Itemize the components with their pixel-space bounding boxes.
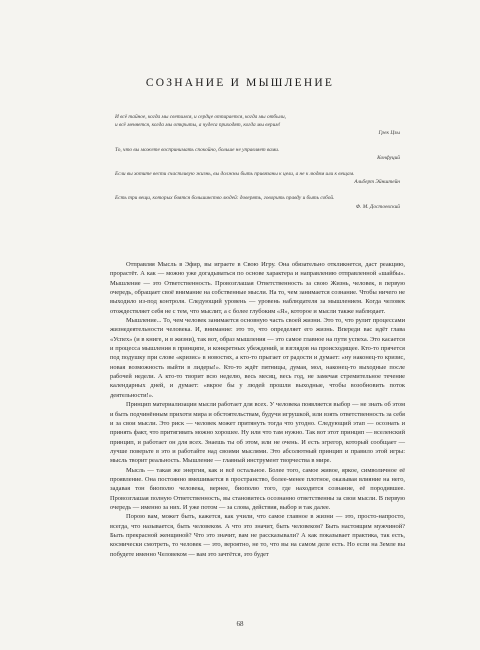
epigraph (115, 194, 400, 210)
body-text (110, 260, 405, 559)
epigraph (115, 146, 400, 162)
epigraph-line: То, что вы можете воспринимать спокойно, больше не управляет вами. (115, 146, 280, 153)
epigraph-line: и всё меняется, когда мы открыты, а чудеса приходят, когда мы верим! (115, 122, 281, 129)
chapter-title: СОЗНАНИЕ И МЫШЛЕНИЕ (145, 77, 335, 89)
epigraph-author: Ф. М. Достоевский (355, 203, 400, 210)
page-number: 68 (236, 620, 244, 628)
epigraph-line: И всё тайное, когда мы светимся, и сердце отпирается, когда мы отбыли, (115, 114, 286, 120)
epigraph-line: Если вы хотите вести счастливую жизнь, вы должны быть привязаны к цели, а не к людям или к вещам. (115, 171, 355, 178)
paragraph: Принцип материализации мысли работает для всех. У человека появляется выбор — не знать об этом и быть подчинённым прихоти мира и обстоятельствам, будучи игрушкой, или взять ответственность за себя и за свои мысли. Это риск — человек может притянуть тогда что угодно. Следующий этап — осознать и принять факт, что притягивать можно хорошее. Ну или что там нужно. Так вот этот принцип — вселенский принцип, и работает он для всех. Знаешь ты об этом, или не очень. И есть эгрегор, который сообщает — лучше поверьте в это и работайте над своими мыслями. Это абсолютный принцип и правило этой игры: мысль творит реальность. Мышление — главный инструмент творчества в мире. (110, 401, 405, 465)
epigraph-author: Грек Цзы (378, 130, 400, 137)
epigraph (115, 113, 400, 138)
paragraph: Мысль — такая же энергия, как и всё остальное. Более того, самое живое, яркое, символичное её проявление. Она постоянно вмешивается в пространство, более-менее плотное, оказывая влияние на него, задавая тон биополю человека, вернее, биополю того, где находится сознание, её породившее. Провозглашая полную Ответственность, вы становитесь осознанно ответственны за свои мысли. В первую очередь — именно за них. И уже потом — за слова, действия, выбор и так далее. (110, 466, 405, 511)
paragraph: Отправляя Мысль в Эфир, вы играете в Свою Игру. Она обязательно откликнется, даст реакцию, прорастёт. А как — можно уже догадываться по основе характера и направлению отправленной «шайбы». Мышление — это Ответственность. Провозглашая Ответственность за свою Жизнь, человек, в первую очередь, обращает своё внимание на собственные мысли. На то, чем занимается сознание. Чтобы ничего не выходило из-под контроля. Следующий уровень — уровень наблюдателя за мышлением. Когда человек отождествляет себя не с тем, что мыслит, а с более глубоким «Я», которое и мысли также наблюдает. (110, 261, 405, 315)
epigraphs (115, 113, 400, 219)
epigraph-author: Альберт Эйнштейн (354, 179, 400, 186)
epigraph-author: Конфуций (377, 154, 400, 161)
epigraph-line: Есть три вещи, которых боятся большинство людей: доверять, говорить правду и быть собой. (115, 195, 335, 202)
epigraph (115, 170, 400, 186)
paragraph: Порою вам, может быть, кажется, как учили, что самое главное в жизни — это, просто-напросто, всегда, что называется, быть человеком. А что это значит, быть человеком? Быть настоящим мужчиной? Быть прекрасной женщиной? Что это значит, вам не рассказывали? А как показывает практика, так есть, космически смотреть, то человек — это, вероятно, не то, что вы на самом деле есть. Но если на Земле вы побудете именно Человеком — вам это зачтётся, это будет (110, 513, 405, 558)
paragraph: Мышление... То, чем человек занимается основную часть своей жизни. Это то, что рулит процессами жизнедеятельности человека. И, внимание: это то, что определяет его жизнь. Впереди вас идёт глава «Успех» (и в книге, и в жизни), так вот, образ мышления — это самое главное на пути успеха. Это касается и процесса мышления в принципе, и конкретных убеждений, и взглядов на происходящее. Кто-то прячется под подушку при слове «кризис» в новостях, а кто-то прыгает от радости и думает: «ну наконец-то кризис, новая возможность выйти в лидеры!». Кто-то ждёт пятницы, думая, мол, наконец-то выходные после рабочей недели. А кто-то творит всю неделю, весь месяц, весь год, не замечая стремительное течение календарных дней, и думает: «вкрое бы у людей прошли выходные, чтобы возобновить поток деятельности!». (110, 317, 405, 399)
